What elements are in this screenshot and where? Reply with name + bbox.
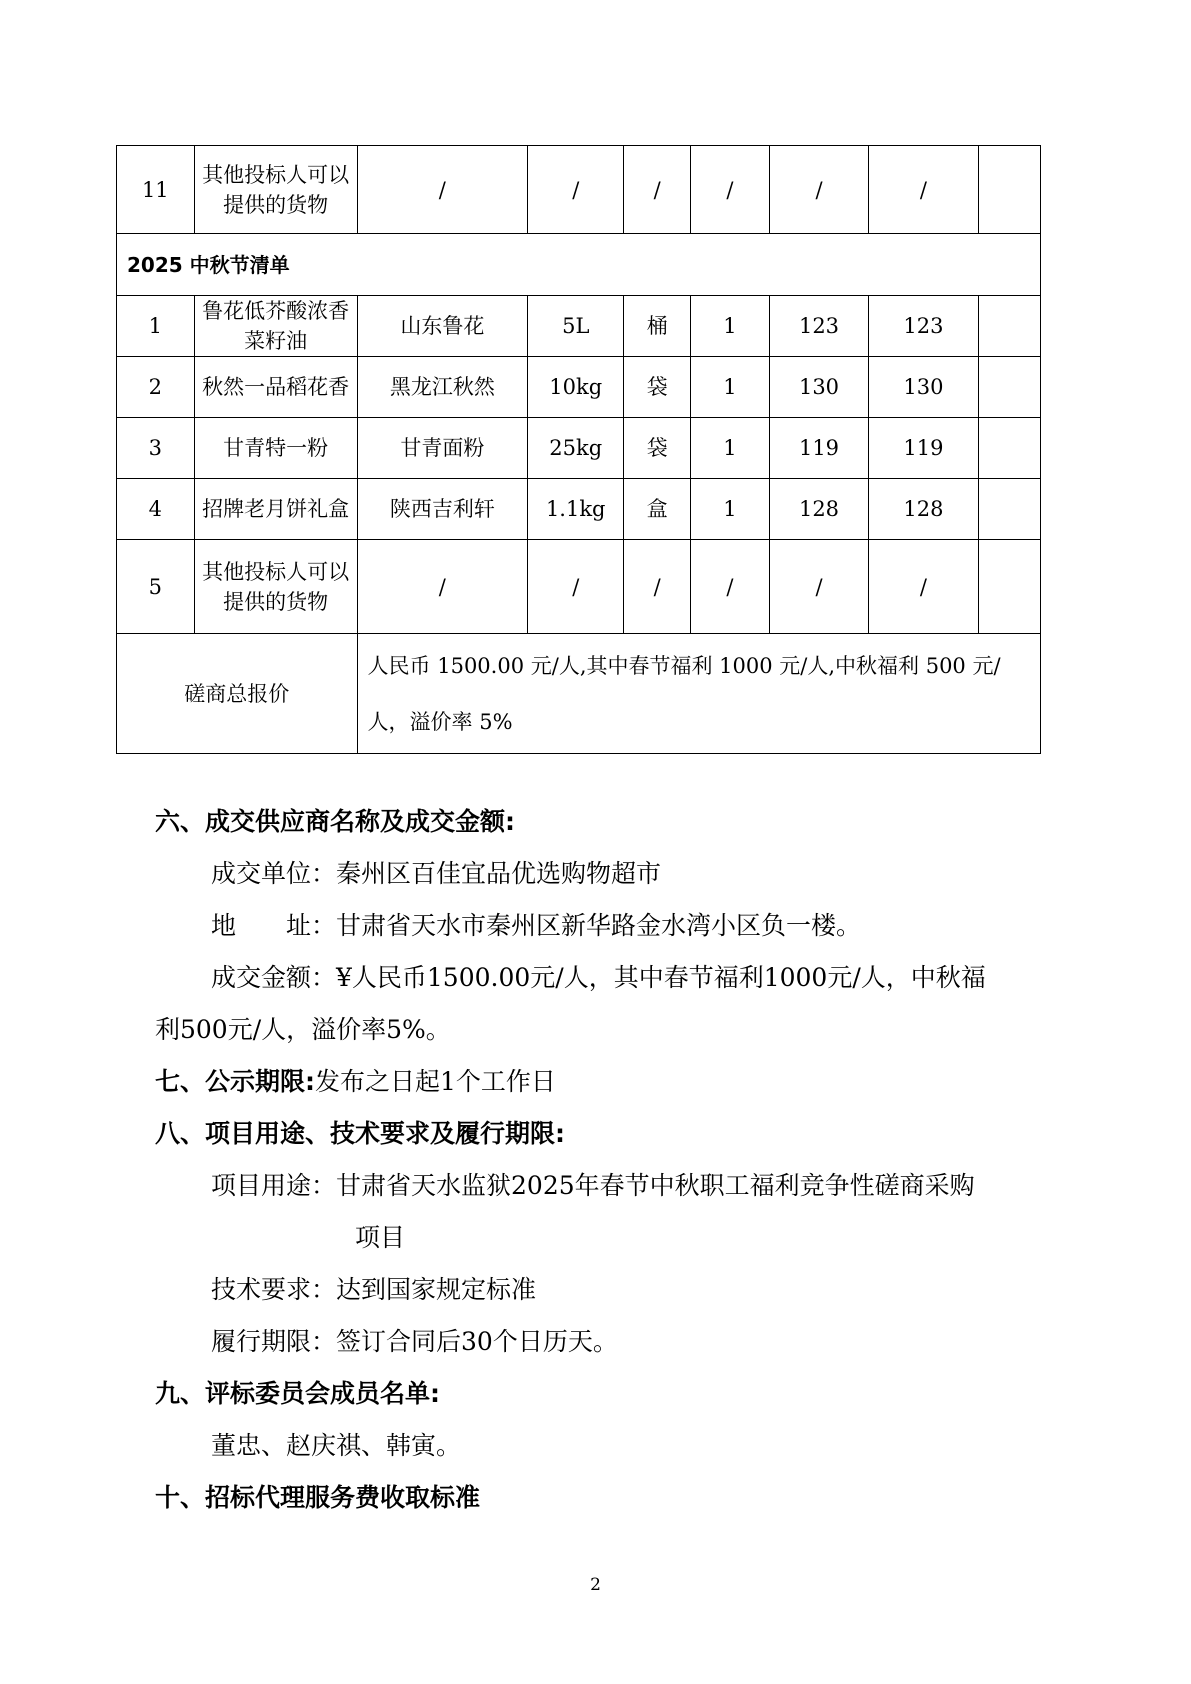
cell-qty: / <box>691 540 770 634</box>
cell-name: 鲁花低芥酸浓香菜籽油 <box>194 296 357 357</box>
cell-price: 130 <box>769 357 869 418</box>
total-label: 磋商总报价 <box>117 634 358 754</box>
section-7-text: 发布之日起1个工作日 <box>315 1067 556 1096</box>
project-use-line1: 项目用途：甘肃省天水监狱2025年春节中秋职工福利竞争性磋商采购 <box>211 1171 975 1200</box>
cell-spec: 10kg <box>528 357 624 418</box>
tech-requirement: 技术要求：达到国家规定标准 <box>211 1275 537 1304</box>
cell-no: 4 <box>117 479 195 540</box>
cell-price: / <box>769 146 869 234</box>
page-number: 2 <box>590 1575 601 1595</box>
cell-price: 128 <box>769 479 869 540</box>
cell-price: 119 <box>769 418 869 479</box>
cell-remark <box>978 479 1040 540</box>
deal-amount-line1: 成交金额：¥人民币1500.00元/人，其中春节福利1000元/人，中秋福 <box>211 963 986 992</box>
section-8-title: 八、项目用途、技术要求及履行期限: <box>155 1119 565 1148</box>
cell-unit: 袋 <box>624 418 691 479</box>
section-row <box>117 234 1041 296</box>
section-6-title: 六、成交供应商名称及成交金额: <box>155 807 515 836</box>
table-row <box>117 146 1041 234</box>
cell-spec: 1.1kg <box>528 479 624 540</box>
cell-name: 招牌老月饼礼盒 <box>194 479 357 540</box>
cell-name: 其他投标人可以提供的货物 <box>194 540 357 634</box>
cell-no: 3 <box>117 418 195 479</box>
cell-brand: / <box>357 540 528 634</box>
cell-brand: / <box>357 146 528 234</box>
deal-address: 地 址：甘肃省天水市秦州区新华路金水湾小区负一楼。 <box>211 911 862 940</box>
cell-name: 其他投标人可以提供的货物 <box>194 146 357 234</box>
table-row <box>117 479 1041 540</box>
section-9-title: 九、评标委员会成员名单: <box>155 1379 440 1408</box>
deal-amount-line2: 利500元/人，溢价率5%。 <box>155 1015 451 1044</box>
cell-qty: 1 <box>691 296 770 357</box>
cell-no: 1 <box>117 296 195 357</box>
cell-spec: 25kg <box>528 418 624 479</box>
section-title: 2025 中秋节清单 <box>117 234 1041 296</box>
cell-remark <box>978 296 1040 357</box>
cell-remark <box>978 146 1040 234</box>
table-row <box>117 296 1041 357</box>
goods-table <box>116 145 1041 754</box>
cell-name: 甘青特一粉 <box>194 418 357 479</box>
cell-qty: 1 <box>691 479 770 540</box>
cell-no: 2 <box>117 357 195 418</box>
table-row <box>117 357 1041 418</box>
cell-unit: / <box>624 146 691 234</box>
cell-qty: 1 <box>691 357 770 418</box>
cell-no: 5 <box>117 540 195 634</box>
cell-qty: 1 <box>691 418 770 479</box>
cell-unit: 盒 <box>624 479 691 540</box>
cell-brand: 山东鲁花 <box>357 296 528 357</box>
cell-unit: / <box>624 540 691 634</box>
cell-brand: 甘青面粉 <box>357 418 528 479</box>
cell-remark <box>978 540 1040 634</box>
total-text: 人民币 1500.00 元/人,其中春节福利 1000 元/人,中秋福利 500 元/人，溢价率 5% <box>357 634 1040 754</box>
performance-period: 履行期限：签订合同后30个日历天。 <box>211 1327 618 1356</box>
cell-total: 123 <box>869 296 978 357</box>
cell-qty: / <box>691 146 770 234</box>
cell-spec: / <box>528 146 624 234</box>
cell-total: 128 <box>869 479 978 540</box>
section-10-title: 十、招标代理服务费收取标准 <box>155 1483 481 1512</box>
cell-remark <box>978 357 1040 418</box>
cell-total: / <box>869 540 978 634</box>
cell-spec: / <box>528 540 624 634</box>
cell-total: 130 <box>869 357 978 418</box>
cell-brand: 黑龙江秋然 <box>357 357 528 418</box>
section-7 <box>155 1065 556 1099</box>
cell-price: 123 <box>769 296 869 357</box>
total-row <box>117 634 1041 754</box>
cell-total: 119 <box>869 418 978 479</box>
cell-remark <box>978 418 1040 479</box>
deal-unit: 成交单位：秦州区百佳宜品优选购物超市 <box>211 859 662 888</box>
table-row <box>117 418 1041 479</box>
table-row <box>117 540 1041 634</box>
cell-name: 秋然一品稻花香 <box>194 357 357 418</box>
cell-unit: 桶 <box>624 296 691 357</box>
cell-spec: 5L <box>528 296 624 357</box>
committee-members: 董忠、赵庆祺、韩寅。 <box>211 1431 462 1460</box>
cell-unit: 袋 <box>624 357 691 418</box>
cell-total: / <box>869 146 978 234</box>
cell-brand: 陕西吉利轩 <box>357 479 528 540</box>
section-7-title: 七、公示期限: <box>155 1067 315 1096</box>
project-use-line2: 项目 <box>355 1223 406 1252</box>
cell-no: 11 <box>117 146 195 234</box>
cell-price: / <box>769 540 869 634</box>
